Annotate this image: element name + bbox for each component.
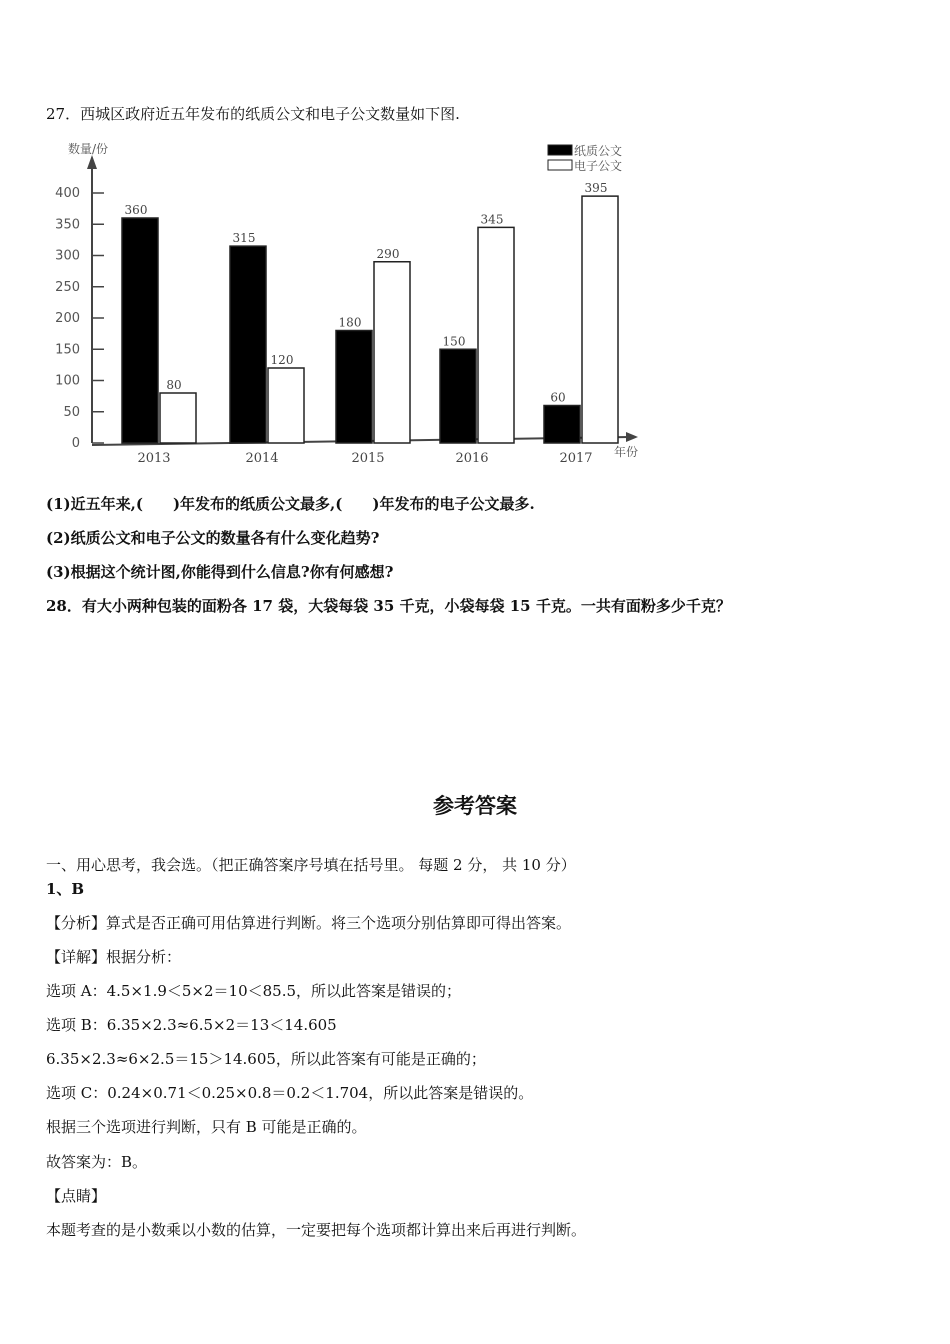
x-tick-label: 2013 [137,451,171,466]
bar-value-label: 360 [124,203,148,217]
detail-label: 【详解】根据分析： [46,948,182,966]
y-tick-label: 0 [71,436,80,451]
x-tick-label: 2014 [245,451,279,466]
y-tick-label: 150 [55,342,80,358]
bar-value-label: 290 [376,246,400,261]
x-tick-label: 2017 [559,451,593,466]
bar [544,406,580,444]
point-text: 本题考查的是小数乘以小数的估算，一定要把每个选项都计算出来后再进行判断。 [46,1221,587,1239]
x-axis-arrow [626,432,638,442]
bar-value-label: 80 [166,378,182,392]
bar-value-label: 395 [584,181,608,196]
judge-text: 根据三个选项进行判断，只有 B 可能是正确的。 [46,1118,367,1136]
bar [440,349,476,443]
x-tick-label: 2015 [351,451,385,466]
bar [230,246,266,443]
bar [268,368,304,443]
y-axis-arrow [87,155,97,169]
q27-title: 27．西城区政府近五年发布的纸质公文和电子公文数量如下图. [46,105,460,123]
final-answer: 故答案为：B。 [46,1153,148,1171]
bar [160,393,196,443]
bar-value-label: 315 [232,231,256,246]
bar-chart [40,133,660,473]
bar [582,196,618,443]
analysis-text: 【分析】算式是否正确可用估算进行判断。将三个选项分别估算即可得出答案。 [46,914,572,932]
x-tick-label: 2016 [455,451,489,466]
q27-sub1: (1)近五年来,( )年发布的纸质公文最多,( )年发布的电子公文最多. [46,495,535,513]
y-tick-label: 350 [55,217,80,233]
option-b-line2: 6.35×2.3≈6×2.5＝15＞14.605，所以此答案有可能是正确的； [46,1050,486,1068]
bar [336,331,372,444]
point-label: 【点睛】 [46,1187,107,1205]
y-tick-label: 250 [55,279,80,295]
y-tick-label: 300 [55,248,80,264]
q27-sub2: (2)纸质公文和电子公文的数量各有什么变化趋势? [46,529,380,547]
bar [122,218,158,443]
y-tick-label: 50 [63,404,80,420]
bar-value-label: 150 [442,334,466,349]
answers-section1: 一、用心思考，我会选。（把正确答案序号填在括号里。 每题 2 分， 共 10 分） [46,856,576,874]
y-axis-label: 数量/份 [68,142,109,156]
bar-value-label: 180 [338,315,362,330]
bar [478,227,514,443]
legend-label: 电子公文 [574,159,623,173]
legend-swatch [548,160,572,170]
bar-value-label: 60 [550,390,566,405]
legend-swatch [548,145,572,155]
chart-legend [548,143,622,173]
q27-sub3: (3)根据这个统计图,你能得到什么信息?你有何感想? [46,563,394,581]
answers-heading: 参考答案 [433,794,517,818]
x-axis-label: 年份 [614,445,639,459]
answer-item1: 1、B [46,880,85,898]
bar-value-label: 120 [270,353,294,367]
bar [374,262,410,443]
option-b-line1: 选项 B：6.35×2.3≈6.5×2＝13＜14.605 [46,1016,337,1034]
legend-label: 纸质公文 [574,144,623,158]
y-tick-label: 400 [55,186,80,201]
chart-bars [122,181,618,466]
q28-title: 28．有大小两种包装的面粉各 17 袋，大袋每袋 35 千克，小袋每袋 15 千克。一共有面粉多少千克？ [46,597,731,615]
y-tick-label: 100 [55,373,80,389]
bar-value-label: 345 [480,212,504,227]
y-tick-label: 200 [55,311,80,326]
option-c: 选项 C：0.24×0.71＜0.25×0.8＝0.2＜1.704，所以此答案是错误的。 [46,1084,534,1102]
option-a: 选项 A：4.5×1.9＜5×2＝10＜85.5，所以此答案是错误的； [46,982,462,1000]
